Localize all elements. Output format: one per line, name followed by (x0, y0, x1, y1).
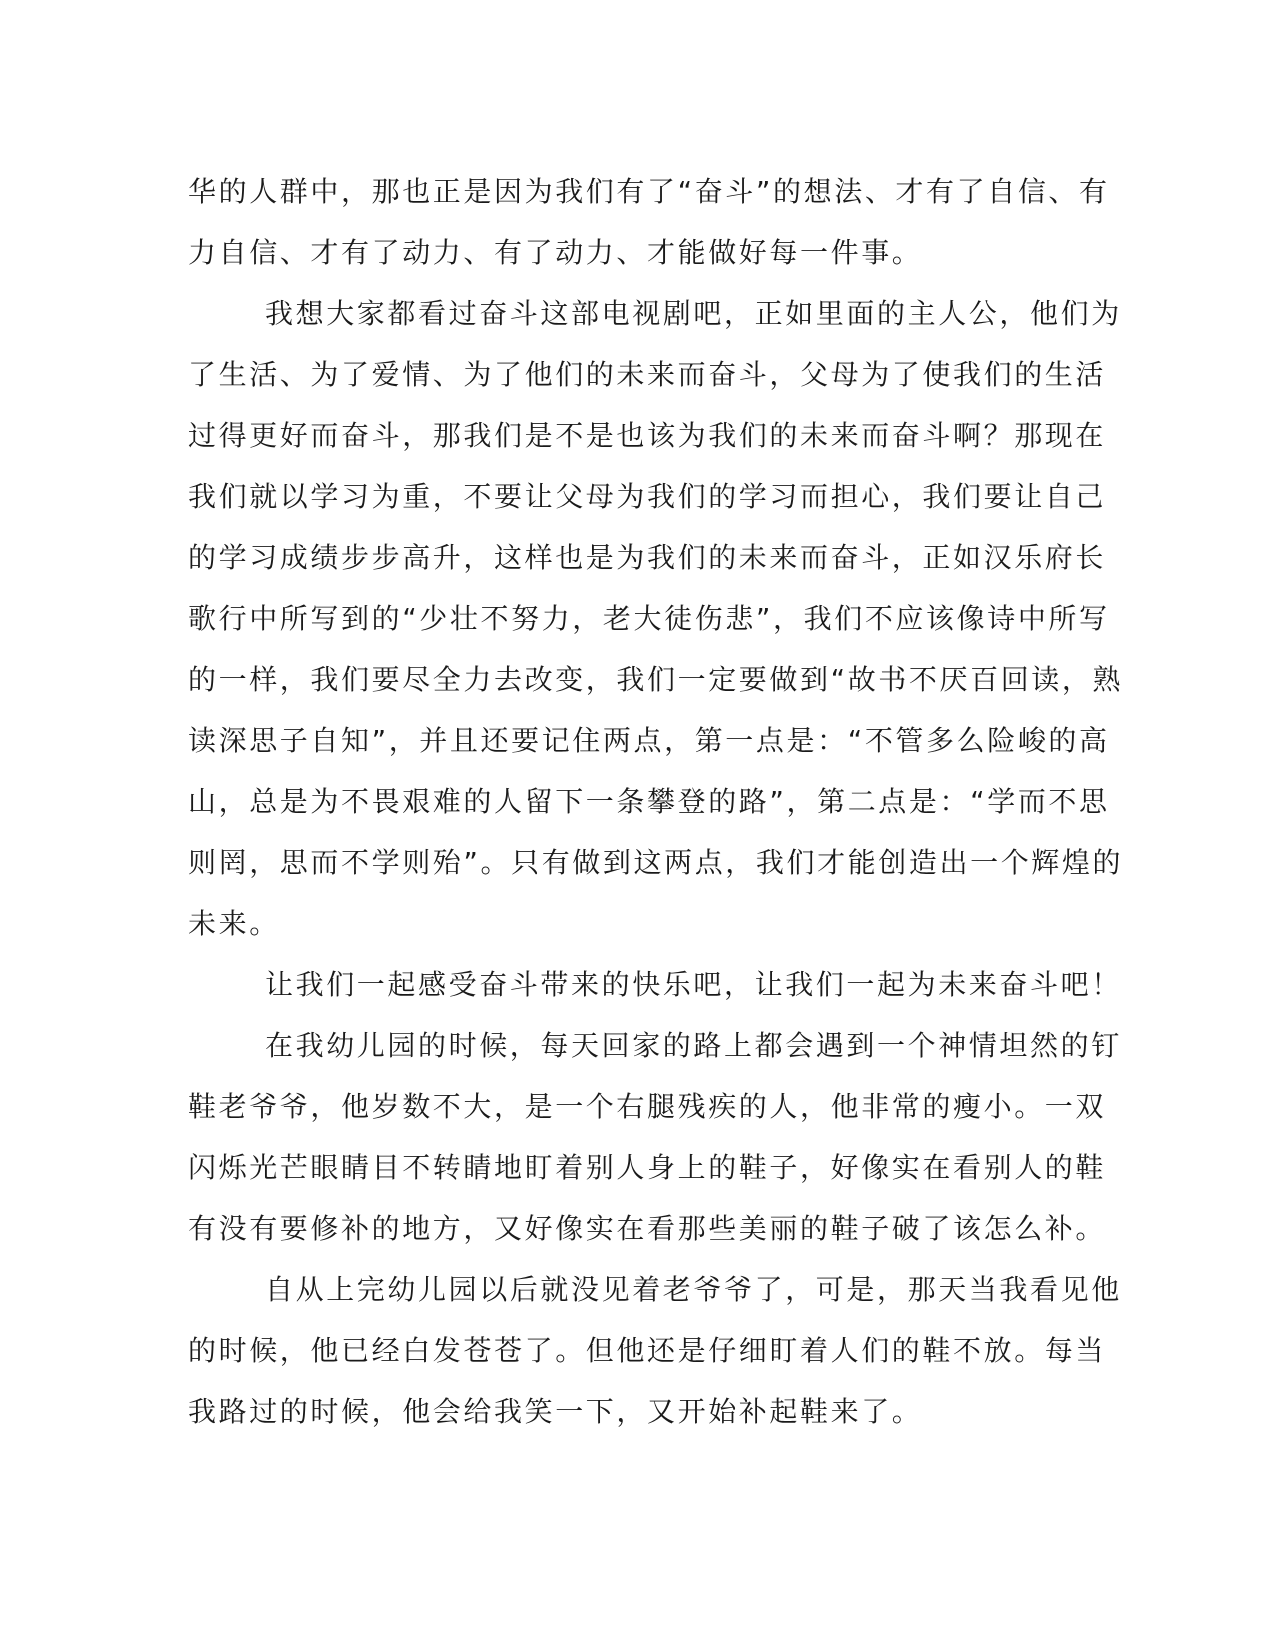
essay-text (188, 161, 1124, 1442)
paragraph-start-line: 在我幼儿园的时候，每天回家的路上都会遇到一个神情坦然的钉 (265, 1029, 1122, 1062)
text-line: 的时候，他已经白发苍苍了。但他还是仔细盯着人们的鞋不放。每当 (188, 1334, 1107, 1367)
paragraph-start-line: 自从上完幼儿园以后就没见着老爷爷了，可是，那天当我看见他 (265, 1273, 1122, 1306)
text-line: 有没有要修补的地方，又好像实在看那些美丽的鞋子破了该怎么补。 (188, 1212, 1107, 1245)
text-line: 歌行中所写到的“少壮不努力，老大徒伤悲”，我们不应该像诗中所写 (188, 602, 1110, 635)
text-line: 闪烁光芒眼睛目不转睛地盯着别人身上的鞋子，好像实在看别人的鞋 (188, 1151, 1107, 1184)
text-line: 则罔，思而不学则殆”。只有做到这两点，我们才能创造出一个辉煌的 (188, 846, 1124, 879)
text-line: 我们就以学习为重，不要让父母为我们的学习而担心，我们要让自己 (188, 480, 1107, 513)
text-line: 鞋老爷爷，他岁数不大，是一个右腿残疾的人，他非常的瘦小。一双 (188, 1090, 1107, 1123)
text-line: 华的人群中，那也正是因为我们有了“奋斗”的想法、才有了自信、有 (188, 175, 1110, 208)
paragraph-start-line: 让我们一起感受奋斗带来的快乐吧，让我们一起为未来奋斗吧！ (265, 968, 1122, 1001)
text-line: 读深思子自知”，并且还要记住两点，第一点是：“不管多么险峻的高 (188, 724, 1110, 757)
text-line: 未来。 (188, 907, 280, 940)
text-line: 过得更好而奋斗，那我们是不是也该为我们的未来而奋斗啊？那现在 (188, 419, 1107, 452)
text-line: 力自信、才有了动力、有了动力、才能做好每一件事。 (188, 236, 923, 269)
text-line: 的一样，我们要尽全力去改变，我们一定要做到“故书不厌百回读，熟 (188, 663, 1124, 696)
text-line: 我路过的时候，他会给我笑一下，又开始补起鞋来了。 (188, 1395, 923, 1428)
text-line: 的学习成绩步步高升，这样也是为我们的未来而奋斗，正如汉乐府长 (188, 541, 1107, 574)
paragraph-start-line: 我想大家都看过奋斗这部电视剧吧，正如里面的主人公，他们为 (265, 297, 1122, 330)
text-line: 山，总是为不畏艰难的人留下一条攀登的路”，第二点是：“学而不思 (188, 785, 1110, 818)
text-line: 了生活、为了爱情、为了他们的未来而奋斗，父母为了使我们的生活 (188, 358, 1107, 391)
